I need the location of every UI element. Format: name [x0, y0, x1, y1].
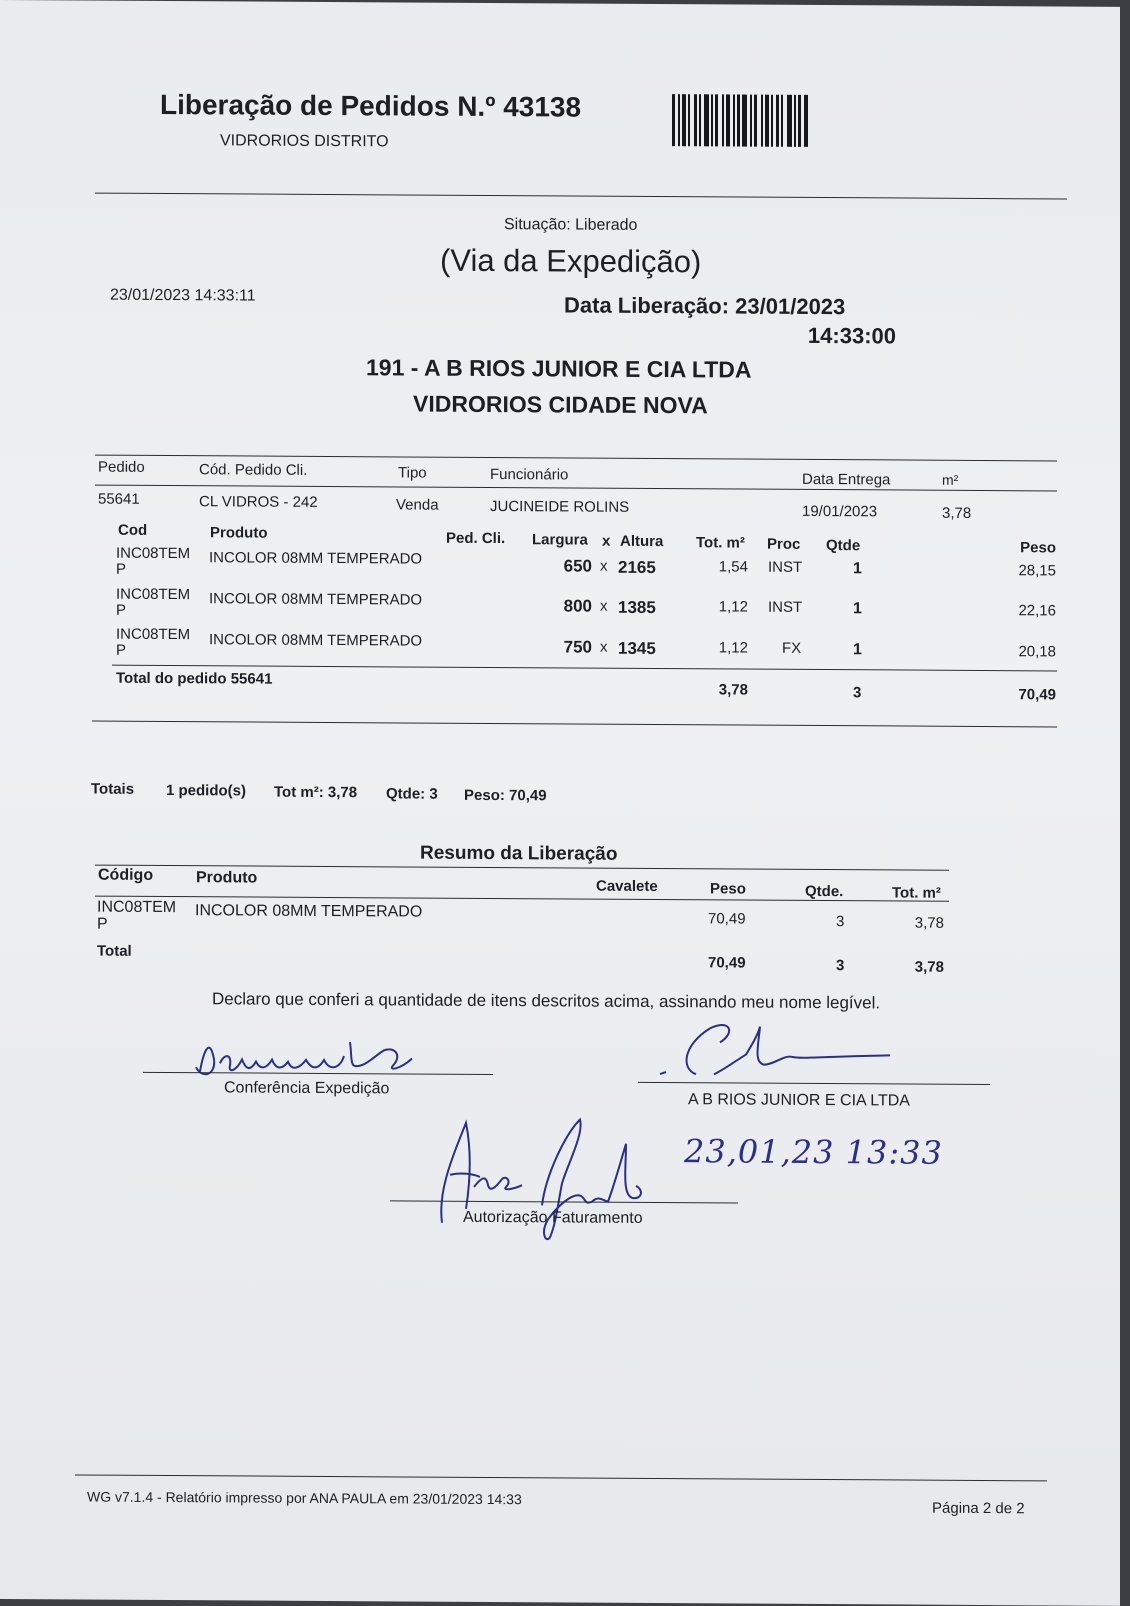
- item-peso: 28,15: [1018, 562, 1056, 580]
- item-peso: 22,16: [1018, 602, 1056, 620]
- order-mid-rule: [95, 485, 1057, 492]
- summary-produto: INCOLOR 08MM TEMPERADO: [195, 902, 423, 921]
- barcode-image: [672, 94, 842, 147]
- summary-col-cavalete: Cavalete: [596, 877, 658, 896]
- signature-label-expedicao: Conferência Expedição: [224, 1079, 390, 1098]
- totals-pedidos: 1 pedido(s): [166, 782, 247, 800]
- totals-qtde: Qtde: 3: [386, 785, 438, 803]
- item-largura: 750: [563, 637, 592, 657]
- summary-title: Resumo da Liberação: [420, 842, 618, 865]
- summary-col-produto: Produto: [196, 869, 258, 887]
- col-cod-pedido-cli: Cód. Pedido Cli.: [199, 461, 308, 479]
- order-m2: 3,78: [942, 504, 972, 522]
- item-x: x: [600, 597, 608, 615]
- header-divider: [95, 193, 1067, 200]
- item-qtde: 1: [853, 560, 862, 578]
- summary-codigo: INC08TEM P: [97, 898, 177, 933]
- items-col-largura: Largura: [532, 531, 588, 549]
- summary-col-tot-m2: Tot. m²: [892, 884, 941, 902]
- items-col-peso: Peso: [1020, 539, 1056, 557]
- footer-printed-by: WG v7.1.4 - Relatório impresso por ANA PAULA em 23/01/2023 14:33: [87, 1488, 522, 1508]
- items-bottom-divider: [92, 721, 1057, 728]
- order-total-peso: 70,49: [1018, 686, 1056, 704]
- item-cod: INC08TEM P: [116, 625, 191, 659]
- signature-client-scribble: [640, 1014, 900, 1091]
- item-cod: INC08TEM P: [116, 585, 191, 619]
- col-data-entrega: Data Entrega: [802, 470, 891, 489]
- order-pedido: 55641: [98, 490, 140, 508]
- footer-divider: [75, 1474, 1047, 1481]
- item-tot-m2: 1,54: [718, 558, 748, 576]
- declaration-text: Declaro que conferi a quantidade de itens descritos acima, assinando meu nome legível.: [212, 989, 881, 1013]
- item-qtde: 1: [853, 600, 862, 618]
- item-altura: 1385: [618, 597, 656, 618]
- item-largura: 650: [563, 556, 592, 576]
- summary-peso: 70,49: [708, 910, 746, 928]
- item-altura: 2165: [618, 557, 656, 578]
- totals-m2: Tot m²: 3,78: [274, 783, 358, 802]
- client-name: 191 - A B RIOS JUNIOR E CIA LTDA: [366, 354, 752, 383]
- summary-col-codigo: Código: [98, 866, 154, 884]
- summary-total-label: Total: [97, 942, 132, 960]
- totals-label: Totais: [91, 780, 135, 798]
- signature-label-client: A B RIOS JUNIOR E CIA LTDA: [688, 1091, 910, 1110]
- order-total-m2: 3,78: [718, 681, 748, 699]
- item-tot-m2: 1,12: [718, 598, 748, 616]
- item-proc: FX: [782, 639, 802, 657]
- items-col-x: x: [602, 532, 611, 550]
- order-cod-pedido-cli: CL VIDROS - 242: [199, 493, 318, 511]
- footer-page-number: Página 2 de 2: [932, 1499, 1025, 1518]
- summary-qtde: 3: [836, 913, 845, 931]
- release-time: 14:33:00: [807, 322, 896, 349]
- summary-total-peso: 70,49: [708, 954, 746, 972]
- items-col-tot-m2: Tot. m²: [696, 534, 745, 552]
- item-produto: INCOLOR 08MM TEMPERADO: [209, 549, 423, 568]
- item-produto: INCOLOR 08MM TEMPERADO: [209, 631, 423, 650]
- release-date: Data Liberação: 23/01/2023: [564, 292, 846, 320]
- summary-tot-m2: 3,78: [914, 914, 944, 932]
- summary-total-m2: 3,78: [914, 958, 944, 976]
- summary-total-qtde: 3: [836, 957, 845, 975]
- col-pedido: Pedido: [98, 458, 145, 476]
- item-x: x: [600, 638, 608, 656]
- order-total-label: Total do pedido 55641: [116, 669, 273, 688]
- item-x: x: [600, 557, 608, 575]
- items-col-proc: Proc: [767, 535, 801, 553]
- item-qtde: 1: [853, 641, 862, 659]
- copy-label: (Via da Expedição): [440, 242, 702, 280]
- items-col-cod: Cod: [118, 521, 148, 539]
- summary-col-peso: Peso: [710, 880, 746, 898]
- item-produto: INCOLOR 08MM TEMPERADO: [209, 590, 423, 609]
- status-label: Situação: Liberado: [504, 216, 638, 234]
- document-title: Liberação de Pedidos N.º 43138: [160, 88, 582, 123]
- item-peso: 20,18: [1018, 643, 1056, 661]
- col-tipo: Tipo: [398, 464, 427, 482]
- items-col-ped-cli: Ped. Cli.: [446, 529, 506, 548]
- order-top-rule: [95, 455, 1057, 462]
- col-funcionario: Funcionário: [490, 465, 569, 484]
- item-largura: 800: [563, 596, 592, 616]
- handwritten-date: 23,01,23 13:33: [684, 1132, 943, 1172]
- item-proc: INST: [768, 598, 803, 616]
- summary-col-qtde: Qtde.: [805, 882, 844, 901]
- order-data-entrega: 19/01/2023: [802, 502, 878, 521]
- item-tot-m2: 1,12: [718, 639, 748, 657]
- col-m2: m²: [942, 471, 959, 488]
- items-col-qtde: Qtde: [826, 537, 861, 555]
- totals-peso: Peso: 70,49: [464, 786, 547, 805]
- item-altura: 1345: [618, 638, 656, 659]
- item-proc: INST: [768, 558, 803, 576]
- order-funcionario: JUCINEIDE ROLINS: [490, 497, 630, 516]
- company-subtitle: VIDRORIOS DISTRITO: [220, 132, 389, 151]
- order-tipo: Venda: [396, 496, 439, 514]
- items-col-altura: Altura: [620, 532, 664, 551]
- client-store: VIDRORIOS CIDADE NOVA: [413, 390, 708, 419]
- order-total-qtde: 3: [853, 684, 862, 702]
- item-cod: INC08TEM P: [116, 544, 191, 578]
- printed-datetime: 23/01/2023 14:33:11: [110, 286, 256, 305]
- signature-label-faturamento: Autorização Faturamento: [463, 1208, 643, 1227]
- items-col-produto: Produto: [210, 524, 268, 542]
